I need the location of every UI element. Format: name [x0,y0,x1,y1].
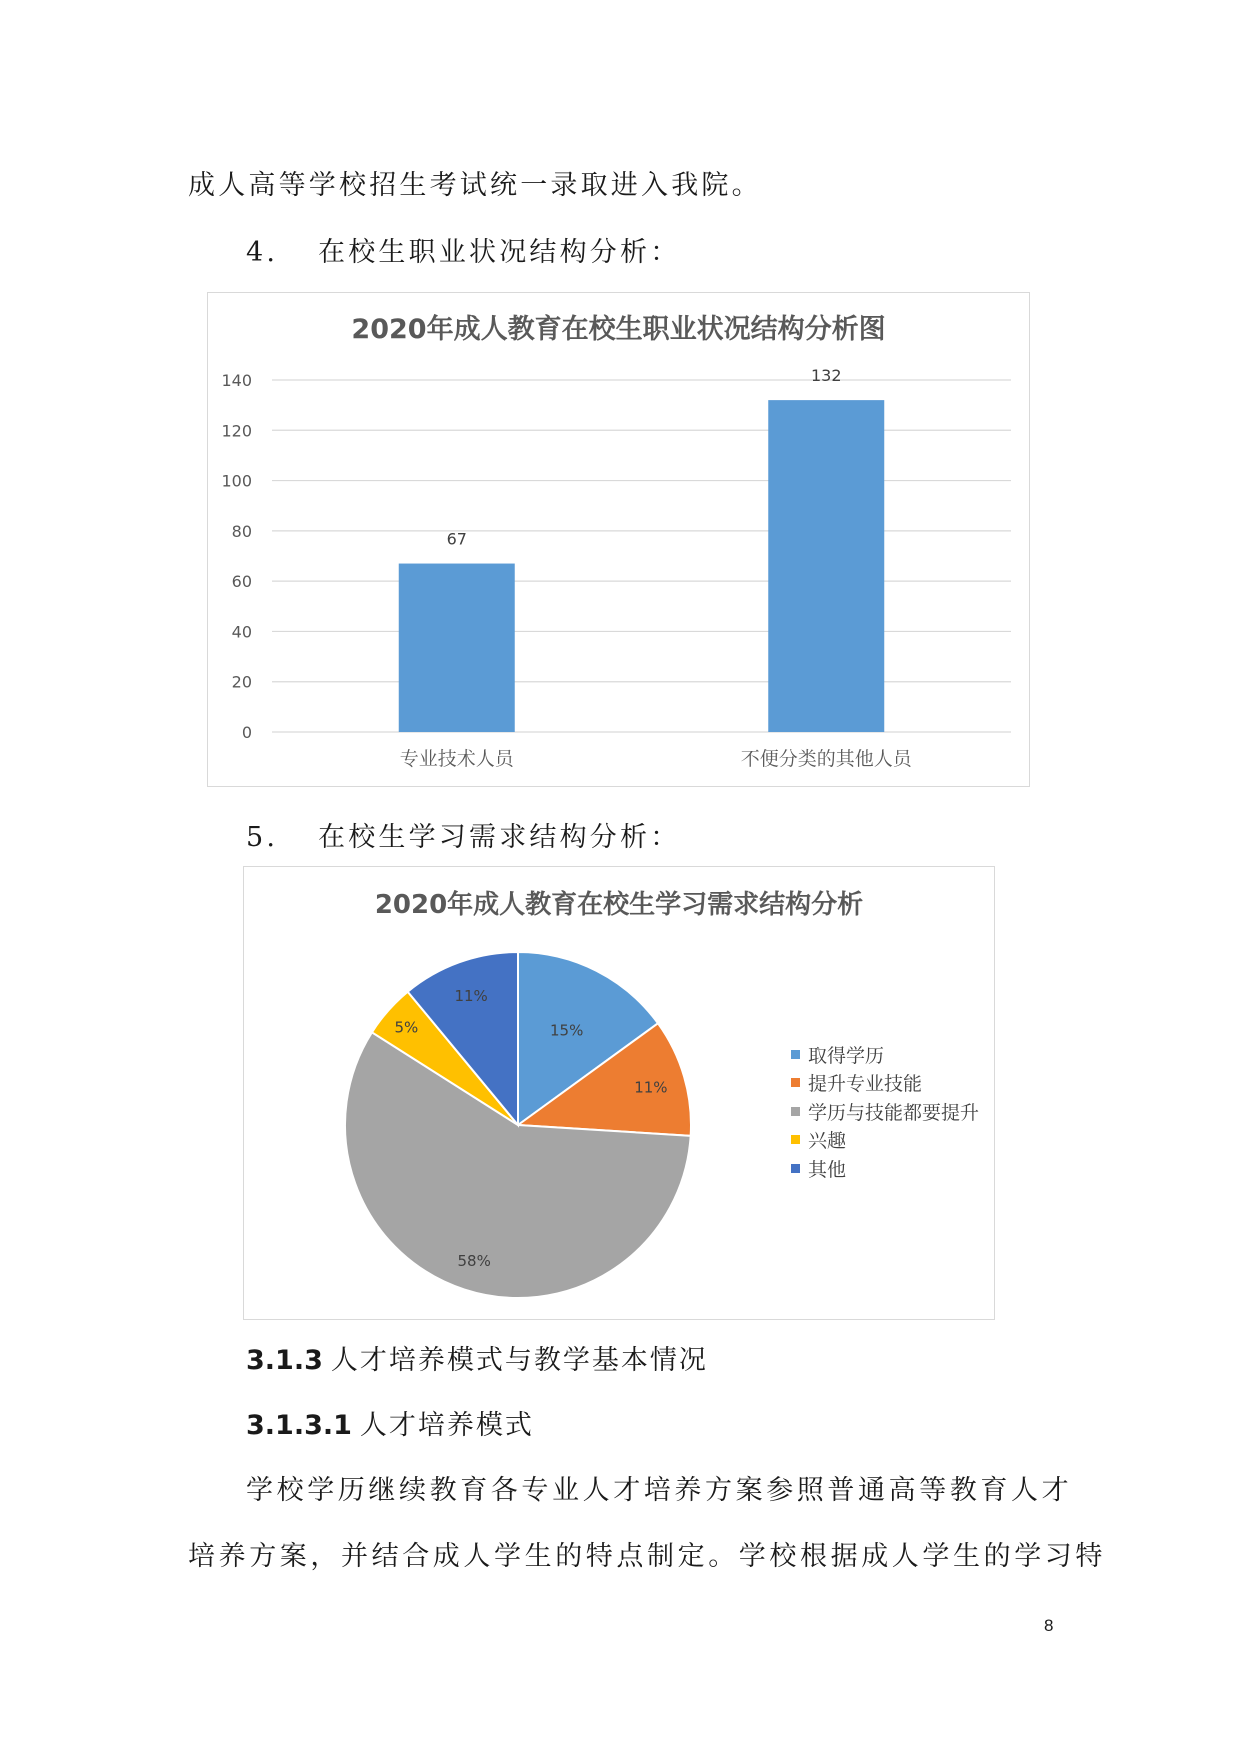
section-heading-3131 [246,1403,534,1442]
legend-label: 兴趣 [808,1130,847,1153]
x-tick-label: 不便分类的其他人员 [740,748,912,770]
data-label: 67 [446,529,467,549]
pie-chart-title: 2020年成人教育在校生学习需求结构分析 [374,890,864,920]
y-tick-label: 40 [231,622,252,642]
list-text: 在校生职业状况结构分析： [318,237,681,268]
y-tick-label: 60 [231,572,252,592]
data-label: 132 [810,366,842,386]
data-label: 15% [550,1021,584,1040]
legend-item [791,1126,979,1155]
section-title: 人才培养模式与教学基本情况 [330,1345,708,1376]
legend-label: 取得学历 [808,1044,885,1067]
legend-item [791,1069,979,1098]
list-item-5 [246,815,680,854]
legend-label: 提升专业技能 [808,1073,923,1096]
list-item-4 [246,230,680,269]
bar-chart [208,293,1029,786]
y-tick-label: 0 [241,723,252,742]
section-title: 人才培养模式 [359,1410,534,1441]
page-number: 8 [1044,1616,1054,1635]
legend-item [791,1154,979,1183]
legend-swatch [791,1107,800,1116]
bar-chart-title: 2020年成人教育在校生职业状况结构分析图 [351,314,886,345]
pie-legend [791,1040,979,1183]
list-number: 4. [246,237,279,268]
pie-chart-frame [243,866,995,1320]
bar [399,564,515,732]
data-label: 58% [457,1251,491,1270]
legend-swatch [791,1078,800,1087]
legend-swatch [791,1164,800,1173]
y-tick-label: 80 [231,521,252,541]
bar [768,400,884,732]
paragraph-line: 学校学历继续教育各专业人才培养方案参照普通高等教育人才 [246,1475,1073,1506]
legend-item [791,1040,979,1069]
paragraph-line: 成人高等学校招生考试统一录取进入我院。 [188,170,762,201]
data-label: 5% [394,1018,419,1037]
section-number: 3.1.3.1 [246,1410,352,1441]
legend-swatch [791,1050,800,1059]
legend-label: 学历与技能都要提升 [808,1101,980,1124]
y-tick-label: 20 [231,672,252,692]
x-tick-label: 专业技术人员 [399,748,514,770]
list-number: 5. [246,822,279,853]
section-number: 3.1.3 [246,1345,323,1376]
data-label: 11% [634,1078,668,1097]
legend-label: 其他 [808,1158,847,1181]
y-tick-label: 120 [221,421,252,441]
data-label: 11% [454,986,488,1005]
y-tick-label: 140 [221,371,252,390]
section-heading-313 [246,1338,708,1377]
legend-item [791,1097,979,1126]
legend-swatch [791,1135,800,1144]
bar-chart-frame [207,292,1030,787]
y-tick-label: 100 [221,471,252,491]
paragraph-line: 培养方案，并结合成人学生的特点制定。学校根据成人学生的学习特 [188,1541,1106,1572]
list-text: 在校生学习需求结构分析： [318,822,681,853]
